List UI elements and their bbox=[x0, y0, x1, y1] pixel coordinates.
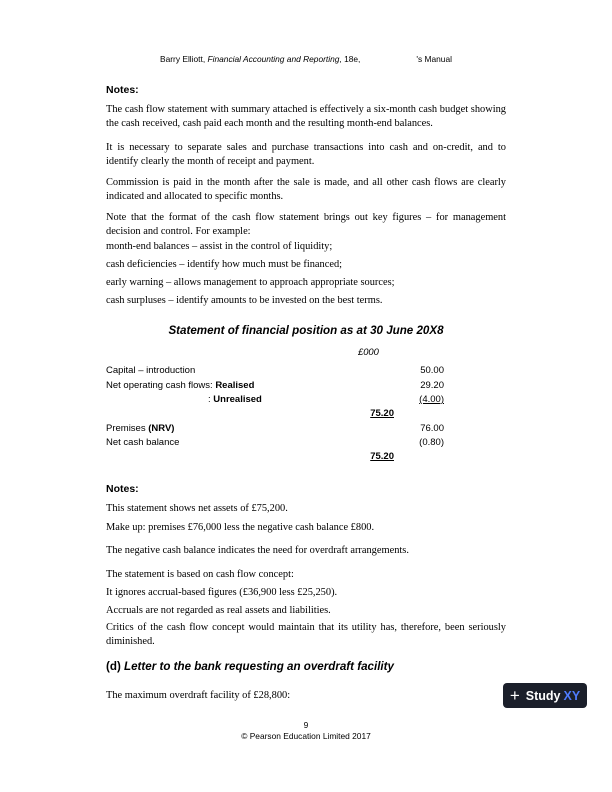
plus-icon: + bbox=[509, 686, 520, 705]
header-book-title: Financial Accounting and Reporting bbox=[207, 54, 340, 64]
section-d-heading bbox=[106, 660, 394, 673]
list-item: It ignores accrual-based figures (£36,900 less £25,250). bbox=[106, 587, 338, 598]
copyright: © Pearson Education Limited 2017 bbox=[241, 731, 371, 741]
premises-nrv: (NRV) bbox=[148, 423, 175, 434]
unrealised-row bbox=[208, 394, 262, 405]
list-item: cash deficiencies – identify how much must be financed; bbox=[106, 259, 343, 270]
net-operating-row bbox=[106, 380, 254, 391]
list-item: month-end balances – assist in the control of liquidity; bbox=[106, 241, 333, 252]
cash-balance-label: Net cash balance bbox=[106, 437, 180, 448]
unrealised-prefix: : bbox=[208, 394, 214, 405]
premises-row bbox=[106, 423, 174, 434]
logo-xy: XY bbox=[563, 688, 581, 703]
overdraft-line: The maximum overdraft facility of £28,800: bbox=[106, 690, 291, 701]
section-d-label: (d) bbox=[106, 660, 125, 673]
paragraph-commission: Commission is paid in the month after the sale is made, and all other cash flows are clearly indicated and allocated to specific months. bbox=[106, 177, 506, 202]
header-author: Barry Elliott, bbox=[160, 54, 208, 64]
cash-balance-value: (0.80) bbox=[419, 437, 444, 448]
list-item: This statement shows net assets of £75,200. bbox=[106, 503, 288, 514]
list-item: early warning – allows management to approach appropriate sources; bbox=[106, 277, 395, 288]
net-operating-label: Net operating cash flows: bbox=[106, 380, 216, 391]
sfp-title: Statement of financial position as at 30 June 20X8 bbox=[168, 324, 444, 337]
header-manual: 's Manual bbox=[416, 54, 452, 64]
list-item: The negative cash balance indicates the need for overdraft arrangements. bbox=[106, 545, 409, 556]
premises-label: Premises bbox=[106, 423, 149, 434]
subtotal-capital: 75.20 bbox=[370, 408, 394, 419]
paragraph-critics: Critics of the cash flow concept would maintain that its utility has, therefore, been seriously diminished. bbox=[106, 622, 506, 647]
studyxy-logo bbox=[503, 683, 587, 708]
subtotal-assets: 75.20 bbox=[370, 451, 394, 462]
paragraph-separate-sales: It is necessary to separate sales and purchase transactions into cash and on-credit, and to identify clearly the month of receipt and payment. bbox=[106, 142, 506, 167]
notes-heading-1: Notes: bbox=[106, 84, 139, 96]
section-d-title: Letter to the bank requesting an overdraft facility bbox=[124, 660, 394, 673]
header-edition: , 18e, bbox=[339, 54, 361, 64]
premises-value: 76.00 bbox=[420, 423, 444, 434]
paragraph-cash-flow-statement: The cash flow statement with summary attached is effectively a six-month cash budget showing the cash received, cash paid each month and the resulting month-end balances. bbox=[106, 104, 506, 129]
list-item: The statement is based on cash flow concept: bbox=[106, 569, 294, 580]
realised-value: 29.20 bbox=[420, 380, 444, 391]
unrealised-label: Unrealised bbox=[213, 394, 262, 405]
unrealised-value: (4.00) bbox=[419, 394, 444, 405]
list-item: cash surpluses – identify amounts to be invested on the best terms. bbox=[106, 295, 383, 306]
list-item: Make up: premises £76,000 less the negative cash balance £800. bbox=[106, 522, 375, 533]
list-item: Accruals are not regarded as real assets and liabilities. bbox=[106, 605, 331, 616]
realised-label: Realised bbox=[215, 380, 255, 391]
page-number: 9 bbox=[303, 720, 309, 730]
notes-heading-2: Notes: bbox=[106, 483, 139, 495]
paragraph-format-note: Note that the format of the cash flow statement brings out key figures – for management decision and control. For example: bbox=[106, 212, 506, 237]
capital-value: 50.00 bbox=[420, 365, 444, 376]
capital-label: Capital – introduction bbox=[106, 365, 196, 376]
logo-study: Study bbox=[525, 688, 561, 703]
unit-label: £000 bbox=[358, 346, 379, 357]
running-header bbox=[0, 54, 612, 64]
